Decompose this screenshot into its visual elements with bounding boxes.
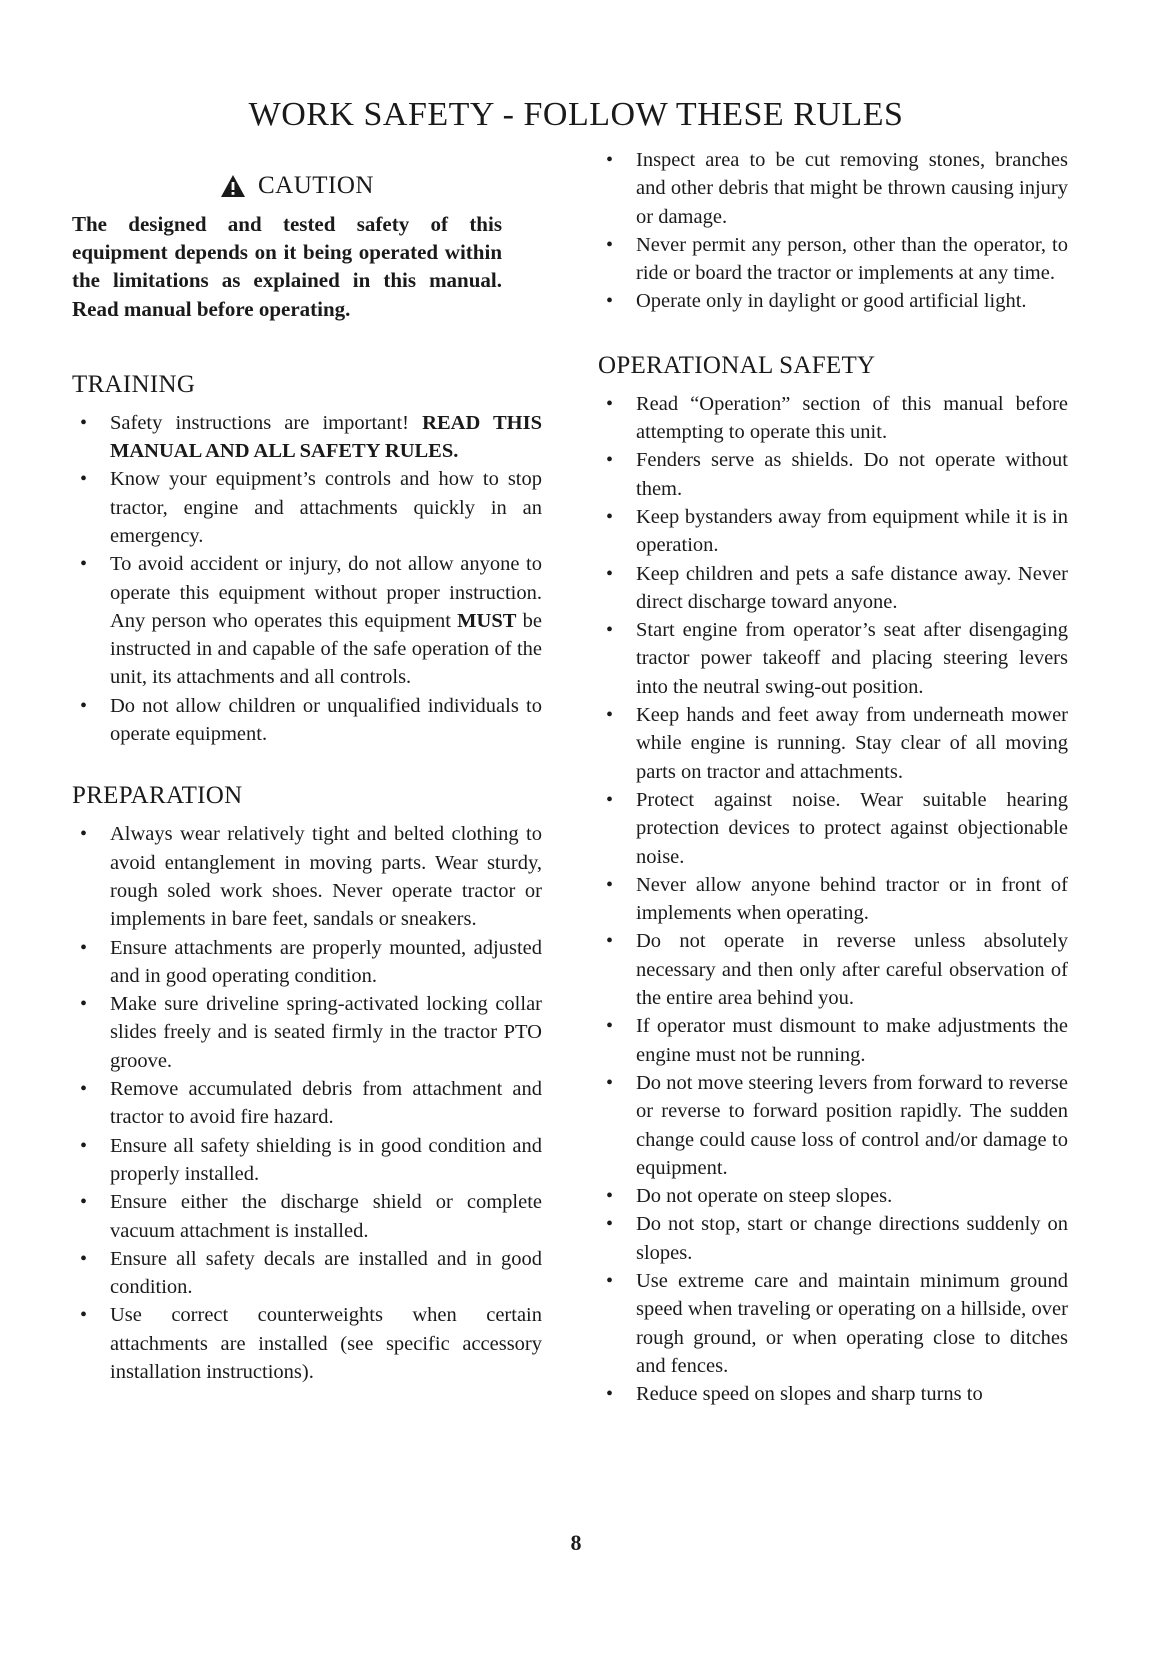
- operational-item: • Do not stop, start or change directions suddenly on slopes.: [598, 1210, 1068, 1267]
- operational-item: • Reduce speed on slopes and sharp turns to: [598, 1380, 1068, 1408]
- caution-heading: [72, 172, 542, 200]
- training-item: • Do not allow children or unqualified individuals to operate equipment.: [72, 692, 542, 749]
- operational-item: • If operator must dismount to make adjustments the engine must not be running.: [598, 1012, 1068, 1069]
- continued-list: [598, 146, 1068, 316]
- training-heading: TRAINING: [72, 370, 196, 398]
- preparation-item: • Use correct counterweights when certain attachments are installed (see specific accessory installation instructions).: [72, 1301, 542, 1386]
- preparation-list: [72, 820, 542, 1386]
- page-number: 8: [570, 1530, 582, 1555]
- operational-item: • Do not operate in reverse unless absolutely necessary and then only after careful observation of the entire area behind you.: [598, 927, 1068, 1012]
- preparation-item: • Ensure attachments are properly mounted, adjusted and in good operating condition.: [72, 934, 542, 991]
- caution-text: The designed and tested safety of this equipment depends on it being operated within the limitations as explained in this manual. Read manual before operating.: [72, 212, 502, 321]
- preparation-item: • Ensure all safety shielding is in good condition and properly installed.: [72, 1132, 542, 1189]
- left-column: [72, 160, 542, 1386]
- operational-item: • Keep bystanders away from equipment while it is in operation.: [598, 503, 1068, 560]
- preparation-item: • Ensure either the discharge shield or complete vacuum attachment is installed.: [72, 1188, 542, 1245]
- operational-heading: OPERATIONAL SAFETY: [598, 351, 876, 379]
- operational-item: • Read “Operation” section of this manual before attempting to operate this unit.: [598, 390, 1068, 447]
- operational-item: • Keep children and pets a safe distance away. Never direct discharge toward anyone.: [598, 560, 1068, 617]
- training-item: • To avoid accident or injury, do not allow anyone to operate this equipment without proper instruction. Any person who operates this equipment MUST be instructed in and capable of the safe operation of the unit, its attachments and all controls.: [72, 550, 542, 691]
- operational-item: • Protect against noise. Wear suitable hearing protection devices to protect against objectionable noise.: [598, 786, 1068, 871]
- operational-item: • Fenders serve as shields. Do not operate without them.: [598, 446, 1068, 503]
- preparation-heading: PREPARATION: [72, 782, 243, 810]
- operational-item: • Never allow anyone behind tractor or in front of implements when operating.: [598, 871, 1068, 928]
- page-title: WORK SAFETY - FOLLOW THESE RULES: [248, 96, 904, 133]
- continued-item: • Inspect area to be cut removing stones, branches and other debris that might be thrown causing injury or damage.: [598, 146, 1068, 231]
- preparation-item: • Make sure driveline spring-activated locking collar slides freely and is seated firmly in the tractor PTO groove.: [72, 990, 542, 1075]
- preparation-item: • Ensure all safety decals are installed and in good condition.: [72, 1245, 542, 1302]
- operational-item: • Use extreme care and maintain minimum ground speed when traveling or operating on a hillside, over rough ground, or when operating close to ditches and fences.: [598, 1267, 1068, 1380]
- continued-item: • Operate only in daylight or good artificial light.: [598, 287, 1068, 315]
- operational-list: [598, 390, 1068, 1409]
- preparation-item: • Always wear relatively tight and belted clothing to avoid entanglement in moving parts. Wear sturdy, rough soled work shoes. Never operate tractor or implements in bare feet, sandals or sneakers.: [72, 820, 542, 933]
- operational-item: • Keep hands and feet away from underneath mower while engine is running. Stay clear of all moving parts on tractor and attachments.: [598, 701, 1068, 786]
- operational-item: • Start engine from operator’s seat after disengaging tractor power takeoff and placing steering levers into the neutral swing-out position.: [598, 616, 1068, 701]
- right-column: [598, 146, 1068, 1408]
- training-item: • Safety instructions are important! READ THIS MANUAL AND ALL SAFETY RULES.: [72, 409, 542, 466]
- warning-triangle-icon: [220, 174, 246, 198]
- operational-item: • Do not operate on steep slopes.: [598, 1182, 1068, 1210]
- preparation-item: • Remove accumulated debris from attachment and tractor to avoid fire hazard.: [72, 1075, 542, 1132]
- continued-item: • Never permit any person, other than the operator, to ride or board the tractor or implements at any time.: [598, 231, 1068, 288]
- training-list: [72, 409, 542, 749]
- operational-item: • Do not move steering levers from forward to reverse or reverse to forward position rapidly. The sudden change could cause loss of control and/or damage to equipment.: [598, 1069, 1068, 1182]
- training-item: • Know your equipment’s controls and how to stop tractor, engine and attachments quickly in an emergency.: [72, 465, 542, 550]
- caution-label: CAUTION: [258, 172, 374, 199]
